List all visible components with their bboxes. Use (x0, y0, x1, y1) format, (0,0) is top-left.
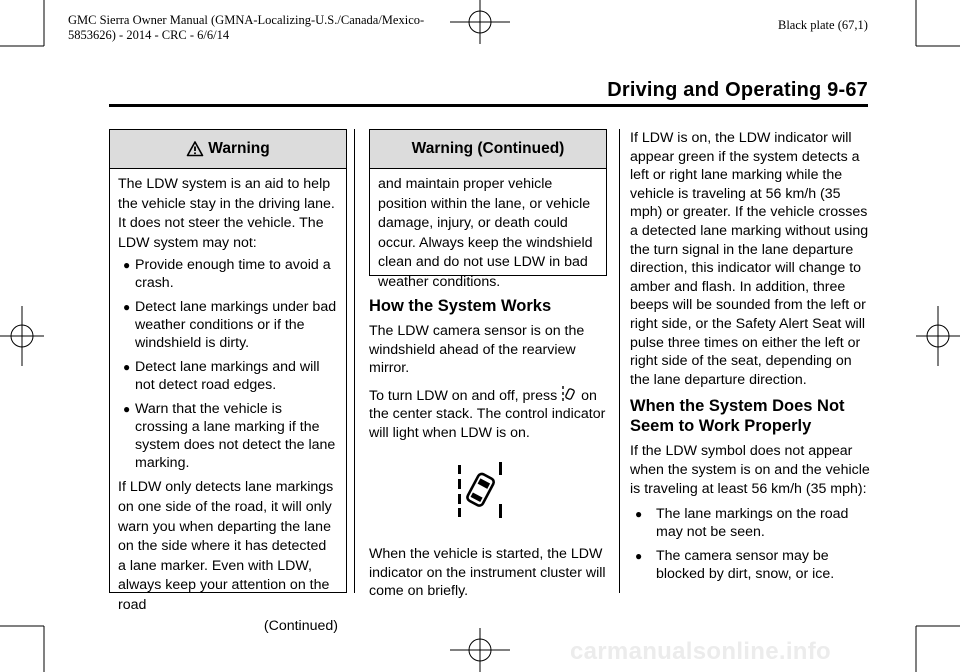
bullet-list (630, 505, 870, 583)
warning-paragraph: If LDW only detects lane markings on one side of the road, it will only warn you when departing the lane on the side where it has detected a lane marker. Even with LDW, always keep your attention on the road (118, 479, 334, 613)
column-divider (619, 129, 620, 593)
paragraph: To turn LDW on and off, press on the center stack. The control indicator will light when LDW is on. (369, 385, 611, 443)
list-item: ● The lane markings on the road may not be seen. (635, 506, 849, 541)
warning-body (110, 169, 346, 636)
warning-title: Warning (208, 140, 270, 157)
list-item: ● The camera sensor may be blocked by dirt, snow, or ice. (635, 548, 835, 583)
warning-continued-header: Warning (Continued) (370, 130, 606, 169)
column-3 (630, 129, 870, 589)
list-item: ● Provide enough time to avoid a crash. (123, 257, 331, 292)
warning-continued-body: and maintain proper vehicle position within the lane, or vehicle damage, injury, or death could occur. Always keep the windshield clean and do not use LDW in bad weather conditions. (378, 176, 593, 290)
paragraph: The LDW camera sensor is on the windshield ahead of the rearview mirror. (369, 323, 585, 377)
ldw-button-icon (561, 385, 577, 403)
warning-triangle-icon (186, 140, 204, 158)
list-item: ● Detect lane markings and will not detect road edges. (123, 359, 320, 394)
continued-label: (Continued) (263, 617, 338, 634)
plate-line-2: 5853626) - 2014 - CRC - 6/6/14 (68, 28, 230, 42)
plate-line-1: GMC Sierra Owner Manual (GMNA-Localizing-U.S./Canada/Mexico- (68, 13, 425, 27)
watermark: carmanualsonline.info (570, 638, 832, 665)
list-item: ● Warn that the vehicle is crossing a lane marking if the system does not detect the lane marking. (123, 401, 336, 472)
header-rule (109, 104, 868, 107)
startup-paragraph: When the vehicle is started, the LDW indicator on the instrument cluster will come on briefly. (369, 546, 606, 600)
warning-header (110, 130, 346, 169)
plate-info (68, 13, 424, 43)
ldw-indicator-icon (457, 462, 505, 518)
warning-intro: The LDW system is an aid to help the vehicle stay in the driving lane. It does not steer the vehicle. The LDW system may not: (118, 176, 335, 251)
warning-box (109, 129, 347, 634)
warning-continued-box (369, 129, 607, 290)
plate-number: Black plate (67,1) (778, 18, 868, 32)
how-section (369, 296, 611, 450)
page-title: Driving and Operating 9-67 (607, 79, 868, 101)
paragraph: If LDW is on, the LDW indicator will appear green if the system detects a left or right lane marking while the vehicle is traveling at 56 km/h (35 mph) or greater. If the vehicle crosses a detected lane marking without using the turn signal in the lane departure direction, this indicator will change to amber and flash. In addition, three beeps will be sounded from the left or right side, or the Safety Alert Seat will pulse three times on either the left or right side of the seat, depending on the lane departure direction. (630, 130, 869, 388)
warning-bullet-list (118, 256, 338, 472)
section-heading: How the System Works (369, 297, 552, 315)
list-item: ● Detect lane markings under bad weather conditions or if the windshield is dirty. (123, 299, 337, 352)
section-heading: When the System Does Not Seem to Work Properly (630, 397, 845, 436)
column-divider (354, 129, 355, 593)
paragraph: If the LDW symbol does not appear when the system is on and the vehicle is traveling at least 56 km/h (35 mph): (630, 443, 870, 497)
